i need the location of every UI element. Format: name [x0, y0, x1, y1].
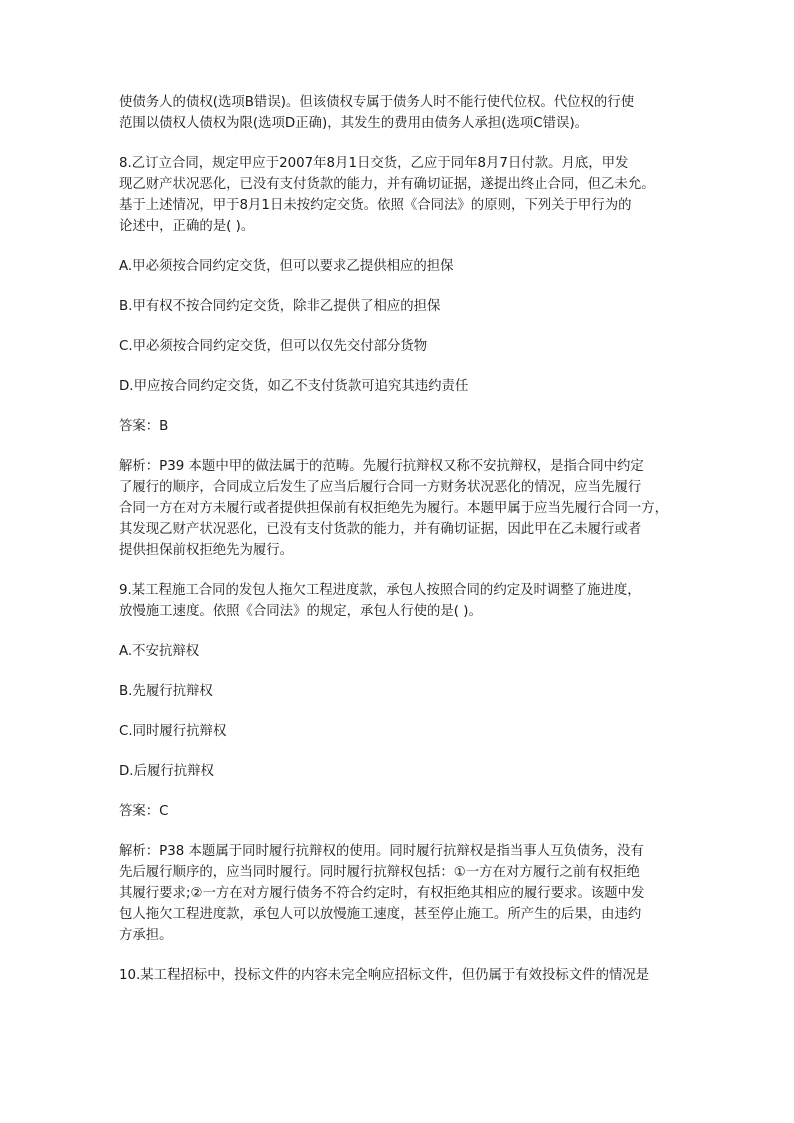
paragraph: [119, 965, 677, 986]
text-line: 论述中，正确的是( )。: [119, 219, 255, 234]
text-line: 解析：P39 本题中甲的做法属于的范畴。先履行抗辩权又称不安抗辩权，是指合同中约定: [119, 459, 644, 474]
paragraph: [119, 721, 677, 742]
text-line: 答案：C: [119, 804, 169, 819]
paragraph: [119, 256, 677, 277]
paragraph: [119, 801, 677, 822]
text-line: 包人拖欠工程进度款，承包人可以放慢施工速度，甚至停止施工。所产生的后果，由违约: [119, 907, 642, 922]
text-line: 放慢施工速度。依照《合同法》的规定，承包人行使的是( )。: [119, 604, 482, 619]
text-line: 方承担。: [119, 928, 173, 943]
text-line: A.甲必须按合同约定交货，但可以要求乙提供相应的担保: [119, 259, 454, 274]
text-line: 使债务人的债权(选项B错误)。但该债权专属于债务人时不能行使代位权。代位权的行使: [119, 95, 635, 110]
paragraph: [119, 456, 677, 561]
paragraph: [119, 153, 677, 237]
paragraph: [119, 296, 677, 317]
text-line: 9.某工程施工合同的发包人拖欠工程进度款，承包人按照合同的约定及时调整了施进度，: [119, 583, 641, 598]
paragraph: [119, 641, 677, 662]
document-body: [119, 92, 677, 1005]
paragraph: [119, 376, 677, 397]
paragraph: [119, 92, 677, 134]
paragraph: [119, 761, 677, 782]
paragraph: [119, 416, 677, 437]
text-line: D.后履行抗辩权: [119, 764, 214, 779]
text-line: 合同一方在对方未履行或者提供担保前有权拒绝先为履行。本题甲属于应当先履行合同一方，: [119, 501, 669, 516]
text-line: 其发现乙财产状况恶化，已没有支付货款的能力，并有确切证据，因此甲在乙未履行或者: [119, 522, 642, 537]
text-line: 其履行要求;②一方在对方履行债务不符合约定时，有权拒绝其相应的履行要求。该题中发: [119, 886, 645, 901]
text-line: C.甲必须按合同约定交货，但可以仅先交付部分货物: [119, 339, 428, 354]
paragraph: [119, 841, 677, 946]
text-line: 8.乙订立合同，规定甲应于2007年8月1日交货，乙应于同年8月7日付款。月底，甲发: [119, 156, 629, 171]
paragraph: [119, 580, 677, 622]
text-line: 基于上述情况，甲于8月1日未按约定交货。依照《合同法》的原则，下列关于甲行为的: [119, 198, 632, 213]
text-line: 范围以债权人债权为限(选项D正确)，其发生的费用由债务人承担(选项C错误)。: [119, 116, 589, 131]
text-line: C.同时履行抗辩权: [119, 724, 227, 739]
text-line: D.甲应按合同约定交货，如乙不支付货款可追究其违约责任: [119, 379, 469, 394]
text-line: 解析：P38 本题属于同时履行抗辩权的使用。同时履行抗辩权是指当事人互负债务，没有: [119, 844, 644, 859]
text-line: 10.某工程招标中，投标文件的内容未完全响应招标文件，但仍属于有效投标文件的情况是: [119, 968, 650, 983]
text-line: B.甲有权不按合同约定交货，除非乙提供了相应的担保: [119, 299, 441, 314]
paragraph: [119, 681, 677, 702]
text-line: 现乙财产状况恶化，已没有支付货款的能力，并有确切证据，遂提出终止合同，但乙未允。: [119, 177, 655, 192]
text-line: B.先履行抗辩权: [119, 684, 213, 699]
text-line: 先后履行顺序的，应当同时履行。同时履行抗辩权包括：①一方在对方履行之前有权拒绝: [119, 865, 640, 880]
text-line: A.不安抗辩权: [119, 644, 200, 659]
text-line: 答案：B: [119, 419, 169, 434]
paragraph: [119, 336, 677, 357]
text-line: 了履行的顺序，合同成立后发生了应当后履行合同一方财务状况恶化的情况，应当先履行: [119, 480, 642, 495]
text-line: 提供担保前权拒绝先为履行。: [119, 543, 294, 558]
